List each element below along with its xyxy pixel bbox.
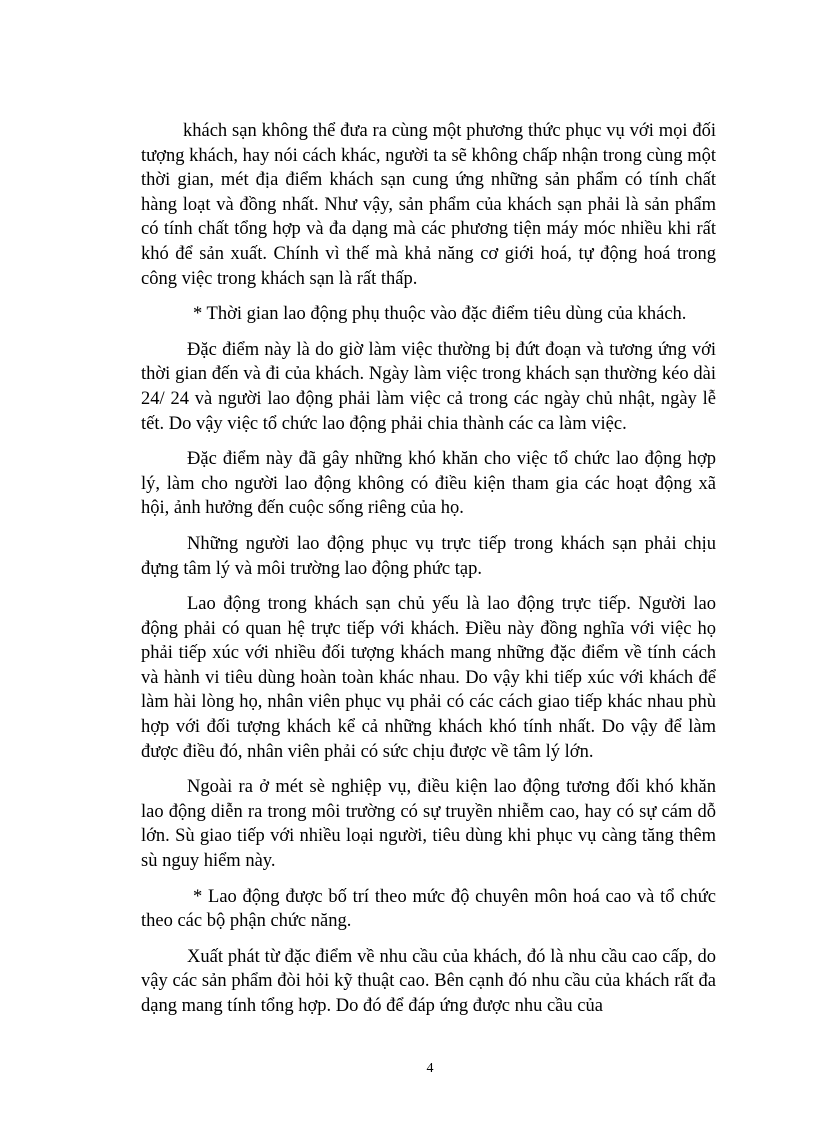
bullet-heading: * Thời gian lao động phụ thuộc vào đặc điểm tiêu dùng của khách. xyxy=(193,304,687,325)
paragraph: Lao động trong khách sạn chủ yếu là lao động trực tiếp. Người lao động phải có quan hệ trực tiếp với khách. Điều này đồng nghĩa với việc họ phải tiếp xúc với nhiều đối tượng khách mang những đặc điểm về tính cách và hành vi tiêu dùng hoàn toàn khác nhau. Do vậy khi tiếp xúc với khách để làm hài lòng họ, nhân viên phục vụ phải có các cách giao tiếp khác nhau phù hợp với đối tượng khách kể cả những khách khó tính nhất. Do vậy để làm được điều đó, nhân viên phải có sức chịu được về tâm lý lớn. xyxy=(141,594,716,762)
paragraph: Đặc điểm này đã gây những khó khăn cho việc tổ chức lao động hợp lý, làm cho người lao động không có điều kiện tham gia các hoạt động xã hội, ảnh hưởng đến cuộc sống riêng của họ. xyxy=(141,449,716,519)
paragraph: khách sạn không thể đưa ra cùng một phương thức phục vụ với mọi đối tượng khách, hay nói cách khác, người ta sẽ không chấp nhận trong cùng một thời gian, mét địa điểm khách sạn cung ứng những sản phẩm có tính chất hàng loạt và đồng nhất. Như vậy, sản phẩm của khách sạn phải là sản phẩm có tính chất tổng hợp và đa dạng mà các phương tiện máy móc nhiều khi rất khó để sản xuất. Chính vì thế mà khả năng cơ giới hoá, tự động hoá trong công việc trong khách sạn là rất thấp. xyxy=(141,121,716,289)
bullet-heading: * Lao động được bố trí theo mức độ chuyên môn hoá cao và tổ chức theo các bộ phận chức năng. xyxy=(141,886,716,932)
page-number: 4 xyxy=(426,1061,434,1076)
paragraph: Đặc điểm này là do giờ làm việc thường bị đứt đoạn và tương ứng với thời gian đến và đi của khách. Ngày làm việc trong khách sạn thường kéo dài 24/ 24 và người lao động phải làm việc cả trong các ngày chủ nhật, ngày lễ tết. Do vậy việc tổ chức lao động phải chia thành các ca làm việc. xyxy=(141,339,716,434)
body-text xyxy=(141,119,716,1030)
paragraph: Những người lao động phục vụ trực tiếp trong khách sạn phải chịu đựng tâm lý và môi trường lao động phức tạp. xyxy=(141,533,716,579)
paragraph: Ngoài ra ở mét sè nghiệp vụ, điều kiện lao động tương đối khó khăn lao động diễn ra trong môi trường có sự truyền nhiễm cao, hay có sự cám dỗ lớn. Sù giao tiếp với nhiều loại người, tiêu dùng khi phục vụ càng tăng thêm sù nguy hiểm này. xyxy=(141,777,716,872)
paragraph: Xuất phát từ đặc điểm về nhu cầu của khách, đó là nhu cầu cao cấp, do vậy các sản phẩm đòi hỏi kỹ thuật cao. Bên cạnh đó nhu cầu của khách rất đa dạng mang tính tổng hợp. Do đó để đáp ứng được nhu cầu của xyxy=(141,946,716,1016)
